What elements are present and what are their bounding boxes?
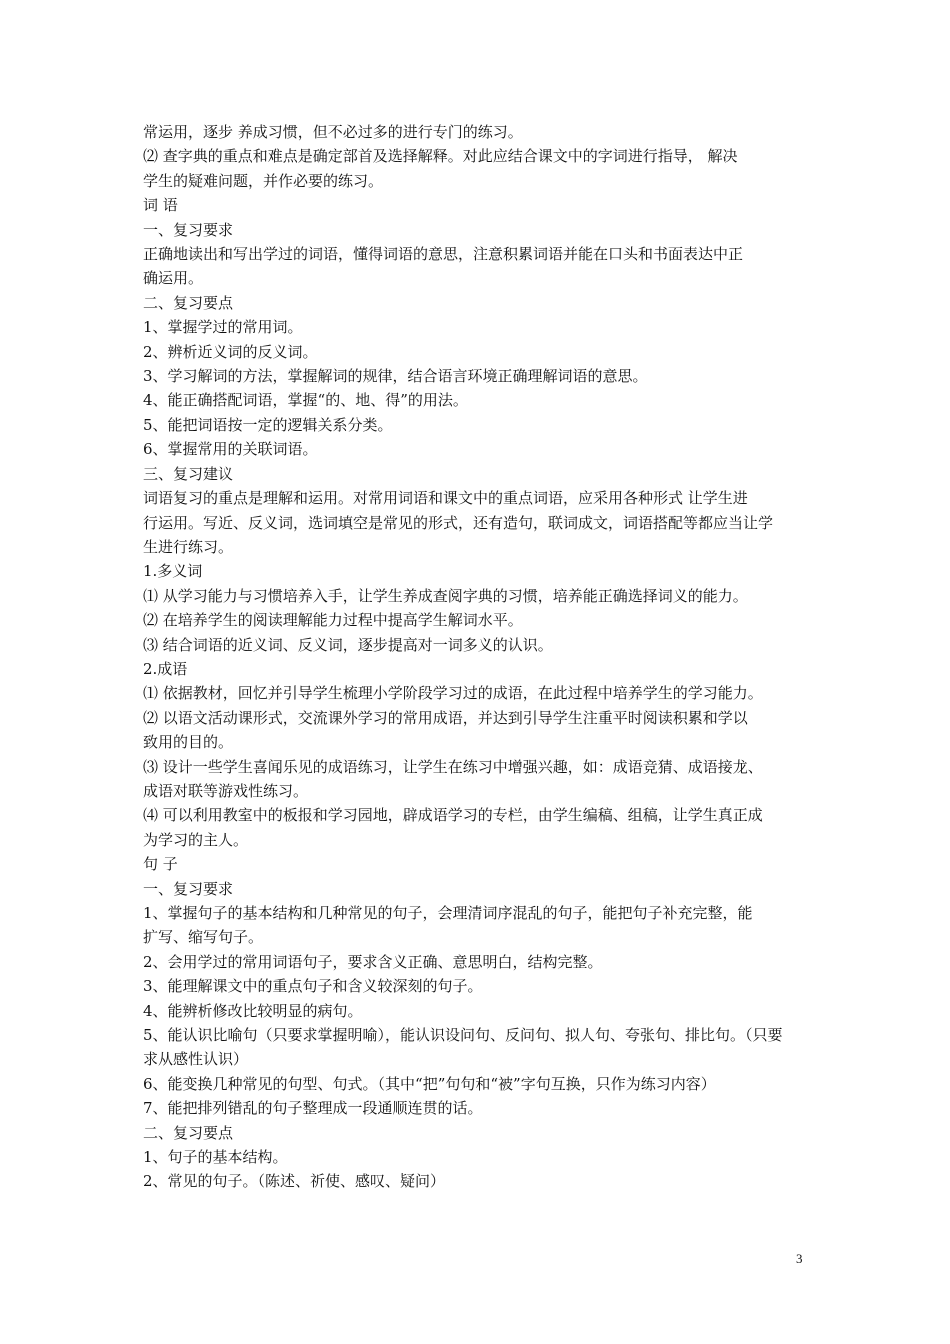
text-line: 3、能理解课文中的重点句子和含义较深刻的句子。 <box>143 977 483 996</box>
text-line: 正确地读出和写出学过的词语，懂得词语的意思，注意积累词语并能在口头和书面表达中正 <box>143 245 744 264</box>
text-line: ⑷ 可以利用教室中的板报和学习园地，辟成语学习的专栏，由学生编稿、组稿，让学生真正成 <box>143 806 763 825</box>
text-line: 三、复习建议 <box>143 464 234 483</box>
text-line: ⑵ 以语文活动课形式，交流课外学习的常用成语，并达到引导学生注重平时阅读积累和学以 <box>143 708 748 727</box>
text-line: 常运用，逐步 养成习惯，但不必过多的进行专门的练习。 <box>143 123 523 141</box>
text-line: 学生的疑难问题，并作必要的练习。 <box>143 171 384 190</box>
text-line: 1.多义词 <box>143 562 203 581</box>
text-line: ⑴ 依据教材，回忆并引导学生梳理小学阶段学习过的成语，在此过程中培养学生的学习能力。 <box>143 684 763 703</box>
text-line: 生进行练习。 <box>143 537 234 556</box>
text-line: 词语复习的重点是理解和运用。对常用词语和课文中的重点词语，应采用各种形式 让学生进 <box>143 489 748 508</box>
text-line: 6、掌握常用的关联词语。 <box>143 440 318 459</box>
text-line: ⑶ 设计一些学生喜闻乐见的成语练习，让学生在练习中增强兴趣，如：成语竞猜、成语接龙、 <box>143 757 763 776</box>
text-line: 4、能正确搭配词语，掌握“的、地、得”的用法。 <box>143 391 468 410</box>
text-line: 词 语 <box>143 196 178 215</box>
text-line: ⑶ 结合词语的近义词、反义词，逐步提高对一词多义的认识。 <box>143 635 553 654</box>
text-line: 二、复习要点 <box>143 293 234 312</box>
text-line: 一、复习要求 <box>143 879 234 898</box>
text-line: 2、会用学过的常用词语句子，要求含义正确、意思明白，结构完整。 <box>143 952 603 971</box>
text-line: 二、复习要点 <box>143 1123 234 1142</box>
text-line: 致用的目的。 <box>143 733 234 752</box>
text-line: 为学习的主人。 <box>143 830 249 849</box>
text-line: 2、辨析近义词的反义词。 <box>143 342 318 361</box>
text-line: 1、掌握学过的常用词。 <box>143 318 303 337</box>
text-line: 确运用。 <box>143 269 204 288</box>
text-line: ⑵ 查字典的重点和难点是确定部首及选择解释。对此应结合课文中的字词进行指导， 解决 <box>143 147 738 166</box>
text-line: 成语对联等游戏性练习。 <box>143 781 309 800</box>
text-line: 2、常见的句子。（陈述、祈使、感叹、疑问） <box>143 1172 446 1191</box>
text-line: ⑵ 在培养学生的阅读理解能力过程中提高学生解词水平。 <box>143 611 523 630</box>
text-line: 5、能认识比喻句（只要求掌握明喻），能认识设问句、反问句、拟人句、夸张句、排比句。（只要 <box>143 1026 783 1045</box>
text-line: 5、能把词语按一定的逻辑关系分类。 <box>143 415 393 434</box>
text-line: 行运用。写近、反义词，选词填空是常见的形式，还有造句，联词成文，词语搭配等都应当让学 <box>143 513 774 532</box>
text-line: 7、能把排列错乱的句子整理成一段通顺连贯的话。 <box>143 1099 483 1118</box>
text-line: 句 子 <box>143 855 178 874</box>
text-line: 2.成语 <box>143 659 188 678</box>
text-line: 4、能辨析修改比较明显的病句。 <box>143 1001 363 1020</box>
text-line: ⑴ 从学习能力与习惯培养入手，让学生养成查阅字典的习惯，培养能正确选择词义的能力。 <box>143 586 748 605</box>
page-number: 3 <box>796 1251 803 1266</box>
text-line: 3、学习解词的方法，掌握解词的规律，结合语言环境正确理解词语的意思。 <box>143 367 648 386</box>
text-line: 1、句子的基本结构。 <box>143 1148 288 1167</box>
document-body <box>143 120 823 1194</box>
text-line: 一、复习要求 <box>143 220 234 239</box>
text-line: 扩写、缩写句子。 <box>143 928 264 947</box>
text-line: 1、掌握句子的基本结构和几种常见的句子，会理清词序混乱的句子，能把句子补充完整，能 <box>143 904 753 922</box>
text-line: 6、能变换几种常见的句型、句式。（其中“把”句句和“被”字句互换，只作为练习内容） <box>143 1074 716 1093</box>
text-line: 求从感性认识） <box>143 1050 249 1069</box>
